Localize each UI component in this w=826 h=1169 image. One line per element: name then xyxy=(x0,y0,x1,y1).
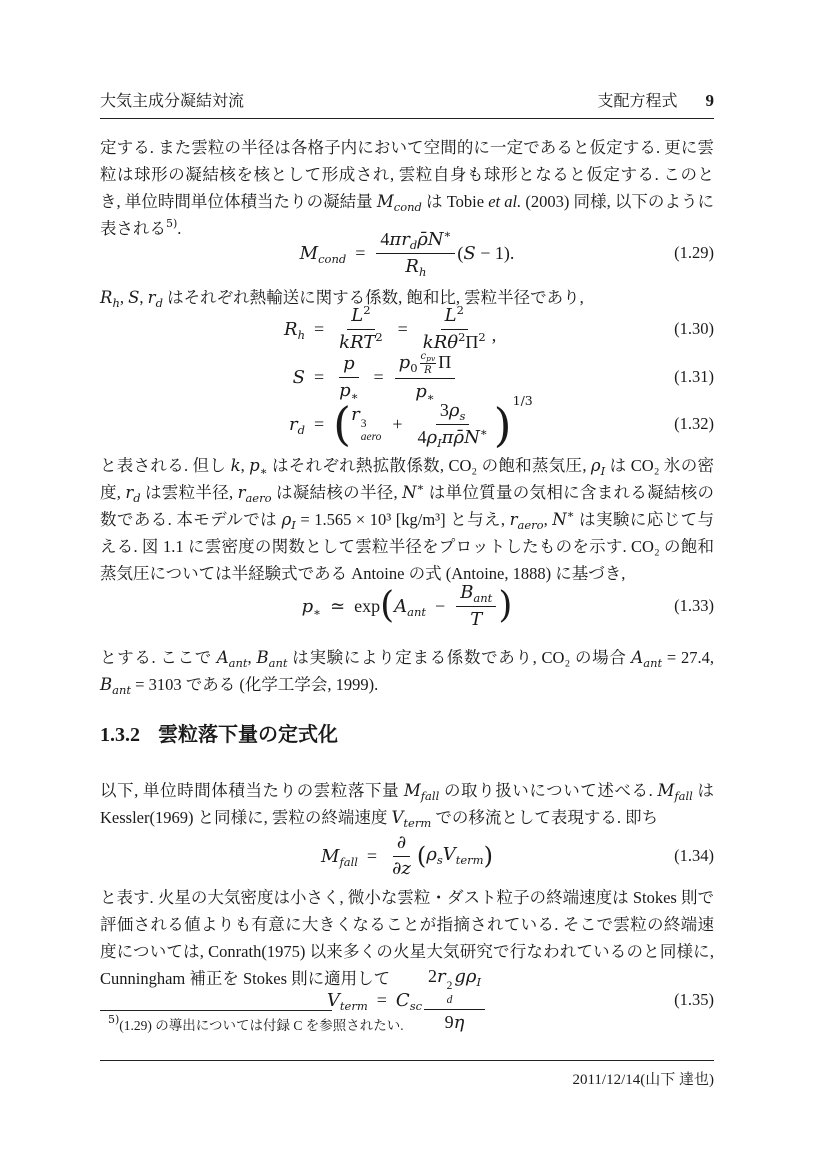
fraction-denominator xyxy=(401,254,430,278)
text-run: での移流として表現する. 即ち xyxy=(431,808,659,827)
math-num: 4 xyxy=(380,228,390,249)
math-var: πρ̄N xyxy=(441,426,480,448)
fraction-denominator xyxy=(414,425,492,449)
math-sub: ant xyxy=(112,683,132,697)
footnote xyxy=(100,1010,714,1036)
fraction-denominator xyxy=(466,607,486,631)
math-num: 3 xyxy=(439,399,449,420)
text-run: , xyxy=(119,288,129,307)
text-run: = 1.565 × 10³ [kg/m³] と与え, xyxy=(295,510,510,529)
math-var: L xyxy=(444,304,457,326)
italic-run: et al. xyxy=(488,192,522,211)
math-var: p xyxy=(301,595,314,617)
footnote-mark: 5) xyxy=(166,217,178,230)
equation-1-32 xyxy=(100,394,714,454)
math-sub: ∗ xyxy=(426,390,435,405)
math-sub: ∗ xyxy=(350,388,359,403)
math-sub: d xyxy=(297,422,305,437)
fraction-denominator: ∂z xyxy=(392,857,411,879)
page-header xyxy=(100,88,714,119)
fraction xyxy=(376,226,455,279)
paragraph-antoine-coefficients xyxy=(100,644,714,698)
math-var: B xyxy=(460,581,474,603)
math-var: ρ xyxy=(426,844,437,866)
equation-number: (1.31) xyxy=(674,367,714,386)
math-sub: h xyxy=(418,264,427,279)
footnote-text xyxy=(100,1013,714,1036)
math-sub: ant xyxy=(228,656,248,670)
math-sub: aero xyxy=(360,431,382,443)
paren: ) xyxy=(483,842,493,870)
math-var: B xyxy=(100,675,113,694)
text-run: (1.29) の導出については付録 C を参照されたい. xyxy=(119,1018,404,1033)
math-var: c xyxy=(420,351,427,363)
math-lhs xyxy=(327,990,368,1011)
text-run: − 1). xyxy=(475,242,515,263)
math-var: ρ xyxy=(426,426,438,448)
math-var: M xyxy=(403,781,421,800)
open-paren xyxy=(333,397,352,451)
math-var: A xyxy=(216,648,229,667)
section-title: 雲粒落下量の定式化 xyxy=(158,724,338,746)
running-head-right xyxy=(597,88,714,111)
math-var: kRθ xyxy=(422,331,459,353)
math-sub: I xyxy=(476,975,482,990)
fraction xyxy=(388,833,415,879)
text-run: は実験に応じて与える. 図 1.1 に雲密度の関数として雲粒半径をプロットしたものを示す. CO₂ の飽和蒸気圧については半経験式である Antoine の式 (Antoine, 1888) に基づき, xyxy=(100,510,714,583)
fraction xyxy=(456,582,496,630)
math-sub: fall xyxy=(420,789,440,803)
text-run: の取り扱いについて述べる. xyxy=(439,781,658,800)
text-run: はそれぞれ熱拡散係数, CO₂ の飽和蒸気圧, xyxy=(267,456,591,475)
math-sub: s xyxy=(436,853,443,868)
math-var: S xyxy=(128,288,140,307)
footer-date: 2011/12/14(山下 達也) xyxy=(572,1072,714,1088)
math-sup: 2 xyxy=(375,329,383,344)
math-sub: ∗ xyxy=(259,464,268,478)
math-var: R xyxy=(284,318,298,340)
math-term xyxy=(396,990,422,1011)
math-sub: I xyxy=(600,464,606,478)
math-sub: cond xyxy=(393,200,422,214)
text-run: . xyxy=(177,219,182,238)
equals-sign: = xyxy=(314,318,325,339)
math-sub: d xyxy=(446,993,453,1006)
text-run: , xyxy=(247,648,257,667)
section-number: 1.3.2 xyxy=(100,724,140,746)
math-function: exp xyxy=(354,595,381,616)
math-var: k xyxy=(230,456,241,475)
math-sub: s xyxy=(459,408,466,423)
math-sub: ant xyxy=(268,656,288,670)
page-footer xyxy=(100,1060,714,1089)
equation-1-29 xyxy=(100,224,714,282)
text-run: 以下, 単位時間体積当たりの雲粒落下量 xyxy=(100,781,404,800)
math-var: Π xyxy=(465,331,479,352)
fraction-numerator xyxy=(436,400,470,425)
fraction-numerator xyxy=(339,353,359,378)
math-sub: 0 xyxy=(410,361,418,376)
fraction xyxy=(419,302,490,353)
equation-number: (1.33) xyxy=(674,596,714,615)
equation-number: (1.32) xyxy=(674,414,714,433)
math-var: p xyxy=(415,381,427,403)
math-var: T xyxy=(470,608,483,630)
math-sup: ∗ xyxy=(416,480,425,494)
math-sub: pv xyxy=(426,354,436,364)
math-var: p xyxy=(343,352,355,374)
math-sub: aero xyxy=(517,518,544,532)
math-tail xyxy=(457,243,514,264)
math-sub: d xyxy=(155,296,163,310)
equation-number: (1.35) xyxy=(674,990,714,1009)
fraction xyxy=(335,302,386,353)
math-sub: fall xyxy=(339,854,358,869)
paragraph-fall-intro xyxy=(100,777,714,831)
text-run: 定する. また雲粒の半径は各格子内において空間的に一定であると仮定する. 更に雲粒は球形の凝結核を核として形成され, 雲粒自身も球形となると仮定する. このとき, 単位時間単位体積当たりの凝結量 xyxy=(100,138,715,211)
fraction-numerator xyxy=(347,302,374,330)
text-run: = 27.4, xyxy=(662,648,714,667)
math-var: M xyxy=(321,845,340,867)
math-var: kRT xyxy=(339,331,376,353)
math-var: R xyxy=(405,255,419,277)
fraction-denominator: R xyxy=(424,365,432,377)
math-var: p xyxy=(339,379,351,401)
equation-1-30 xyxy=(100,302,714,353)
math-term xyxy=(351,404,383,444)
footnote-rule xyxy=(100,1010,332,1011)
math-sup: ∗ xyxy=(443,226,452,241)
paren: ( xyxy=(457,242,464,263)
math-sub: term xyxy=(455,853,484,868)
math-var: M xyxy=(657,781,675,800)
paren: ( xyxy=(333,397,352,451)
math-var: r xyxy=(351,403,360,425)
fraction xyxy=(414,400,492,448)
text-run: は Tobie xyxy=(421,192,489,211)
text-run: とする. ここで xyxy=(100,648,217,667)
math-num: 4 xyxy=(417,426,427,447)
math-lhs xyxy=(100,367,305,388)
footnote-mark: 5) xyxy=(108,1013,120,1026)
math-var: r xyxy=(289,413,298,435)
math-sub: term xyxy=(403,816,432,830)
math-sub: cond xyxy=(318,251,347,266)
math-sub: ant xyxy=(473,590,493,605)
paren: ) xyxy=(493,397,512,452)
math-sup: ∗ xyxy=(566,507,575,521)
math-var: A xyxy=(394,595,408,617)
fraction-numerator xyxy=(376,226,455,254)
fraction-numerator xyxy=(395,351,456,379)
math-var: r xyxy=(125,483,134,502)
math-var: ρ̄N xyxy=(417,228,444,250)
fraction-numerator xyxy=(420,351,437,364)
math-var: η xyxy=(453,1011,465,1033)
paren: ( xyxy=(416,842,427,870)
running-head-section: 支配方程式 xyxy=(597,93,678,110)
math-var: S xyxy=(463,242,476,264)
math-var: p xyxy=(249,456,260,475)
math-num: 2 xyxy=(428,966,438,987)
equals-sign: = xyxy=(373,366,384,387)
math-sup: 2 xyxy=(458,329,466,344)
equals-sign: = xyxy=(355,242,366,263)
math-lhs xyxy=(300,243,347,264)
text-run: (2003) 同様, 以下のように表される xyxy=(100,192,714,238)
equation-1-34 xyxy=(100,833,714,879)
section-heading xyxy=(100,718,714,747)
math-lhs xyxy=(100,414,305,435)
fraction-numerator: ∂ xyxy=(393,833,410,857)
math-sub: I xyxy=(291,518,296,532)
text-run: = 3103 である (化学工学会, 1999). xyxy=(131,675,379,694)
math-var: N xyxy=(552,510,567,529)
text-run: と表される. 但し xyxy=(100,456,231,475)
math-sub: ant xyxy=(643,656,663,670)
math-var: πr xyxy=(389,228,410,250)
page-number: 9 xyxy=(705,91,714,110)
math-sub: h xyxy=(112,296,120,310)
math-sup: ∗ xyxy=(479,424,488,439)
math-var: V xyxy=(326,989,340,1011)
text-run: はそれぞれ熱輸送に関する係数, 飽和比, 雲粒半径であり, xyxy=(162,288,584,307)
math-term xyxy=(417,844,493,868)
text-run: は CO₂ 氷の密度, xyxy=(100,456,714,502)
math-lhs xyxy=(321,846,358,867)
plus-sign: + xyxy=(392,413,403,434)
math-var: Π xyxy=(438,352,452,373)
math-sub: d xyxy=(133,491,141,505)
text-run: は雲粒半径, xyxy=(140,483,238,502)
equation-number: (1.29) xyxy=(674,243,714,262)
equals-sign: = xyxy=(397,318,408,339)
math-sub: ∗ xyxy=(313,604,321,619)
math-var: r xyxy=(437,966,446,988)
math-var: V xyxy=(391,808,404,827)
math-var: R xyxy=(100,288,113,307)
equals-sign: = xyxy=(366,845,378,866)
math-var: ρ xyxy=(590,456,601,475)
math-var: ρ xyxy=(281,510,292,529)
paren: ( xyxy=(380,585,395,626)
math-lhs xyxy=(302,596,321,617)
math-var: V xyxy=(442,844,456,866)
minus-sign: − xyxy=(435,595,446,616)
math-var: M xyxy=(376,192,394,211)
math-sub: fall xyxy=(674,789,693,803)
math-term xyxy=(394,596,426,617)
math-var: A xyxy=(631,648,644,667)
math-var: S xyxy=(292,366,305,388)
equals-sign: = xyxy=(314,413,325,434)
fraction-numerator xyxy=(424,966,485,1009)
text-run: と表す. 火星の大気密度は小さく, 微小な雲粒・ダスト粒子の終端速度は Stokes 則で評価される値よりも有意に大きくなることが指摘されている. そこで雲粒の終端速度については, Conrath(1975) 以来多くの火星大気研究で行なわれているのと同様に, Cunningham 補正を Stokes 則に適用して xyxy=(100,888,714,988)
math-var: r xyxy=(147,288,156,307)
text-run: は凝結核の半径, xyxy=(271,483,403,502)
relation-sign: ≃ xyxy=(330,595,346,616)
math-num: 9 xyxy=(444,1011,454,1032)
math-sub: h xyxy=(297,327,305,342)
math-sup: 2 xyxy=(456,302,464,317)
equals-sign: = xyxy=(314,366,325,387)
punctuation: , xyxy=(491,324,497,345)
fraction-numerator xyxy=(441,302,468,330)
math-lhs xyxy=(100,319,305,340)
text-run: , xyxy=(139,288,148,307)
math-sub: aero xyxy=(245,491,272,505)
close-paren xyxy=(493,392,533,452)
paren: ) xyxy=(498,585,513,626)
math-var: r xyxy=(509,510,518,529)
math-var: B xyxy=(256,648,269,667)
math-var: M xyxy=(299,242,319,264)
sup-sub-stack xyxy=(361,418,382,444)
math-sub: d xyxy=(409,237,418,252)
math-sub: sc xyxy=(409,998,423,1013)
open-paren xyxy=(380,585,395,626)
fraction-numerator xyxy=(456,582,496,607)
math-var: ρ xyxy=(448,399,460,421)
math-var: L xyxy=(351,304,364,326)
math-sup: 3 xyxy=(360,417,367,430)
paragraph-definitions xyxy=(100,452,714,587)
math-var: p xyxy=(398,352,411,374)
math-exponent: 1/3 xyxy=(512,392,533,408)
text-run: は実験により定まる係数であり, CO₂ の場合 xyxy=(287,648,632,667)
text-run: は Kessler(1969) と同様に, 雲粒の終端速度 xyxy=(100,781,715,827)
exponent-fraction xyxy=(420,351,437,376)
math-sub: I xyxy=(437,435,442,450)
math-sub: term xyxy=(339,998,368,1013)
text-run: , xyxy=(240,456,250,475)
math-sup: 2 xyxy=(363,302,371,317)
equals-sign: = xyxy=(376,989,387,1010)
text-run: は単位質量の気相に含まれる凝結核の数である. 本モデルでは xyxy=(100,483,715,529)
equation-number: (1.34) xyxy=(674,846,714,865)
equation-number: (1.30) xyxy=(674,319,714,338)
math-sup: 2 xyxy=(478,329,486,344)
text-run: , xyxy=(543,510,553,529)
math-sub: ant xyxy=(407,604,427,619)
math-var: r xyxy=(237,483,246,502)
equation-1-33 xyxy=(100,578,714,634)
close-paren xyxy=(498,585,513,626)
math-var: gρ xyxy=(454,966,477,988)
math-var: C xyxy=(395,989,410,1011)
running-head-left: 大気主成分凝結対流 xyxy=(100,93,245,110)
math-sup: 2 xyxy=(446,980,453,993)
math-var: N xyxy=(402,483,417,502)
sup-sub-stack xyxy=(447,980,453,1006)
